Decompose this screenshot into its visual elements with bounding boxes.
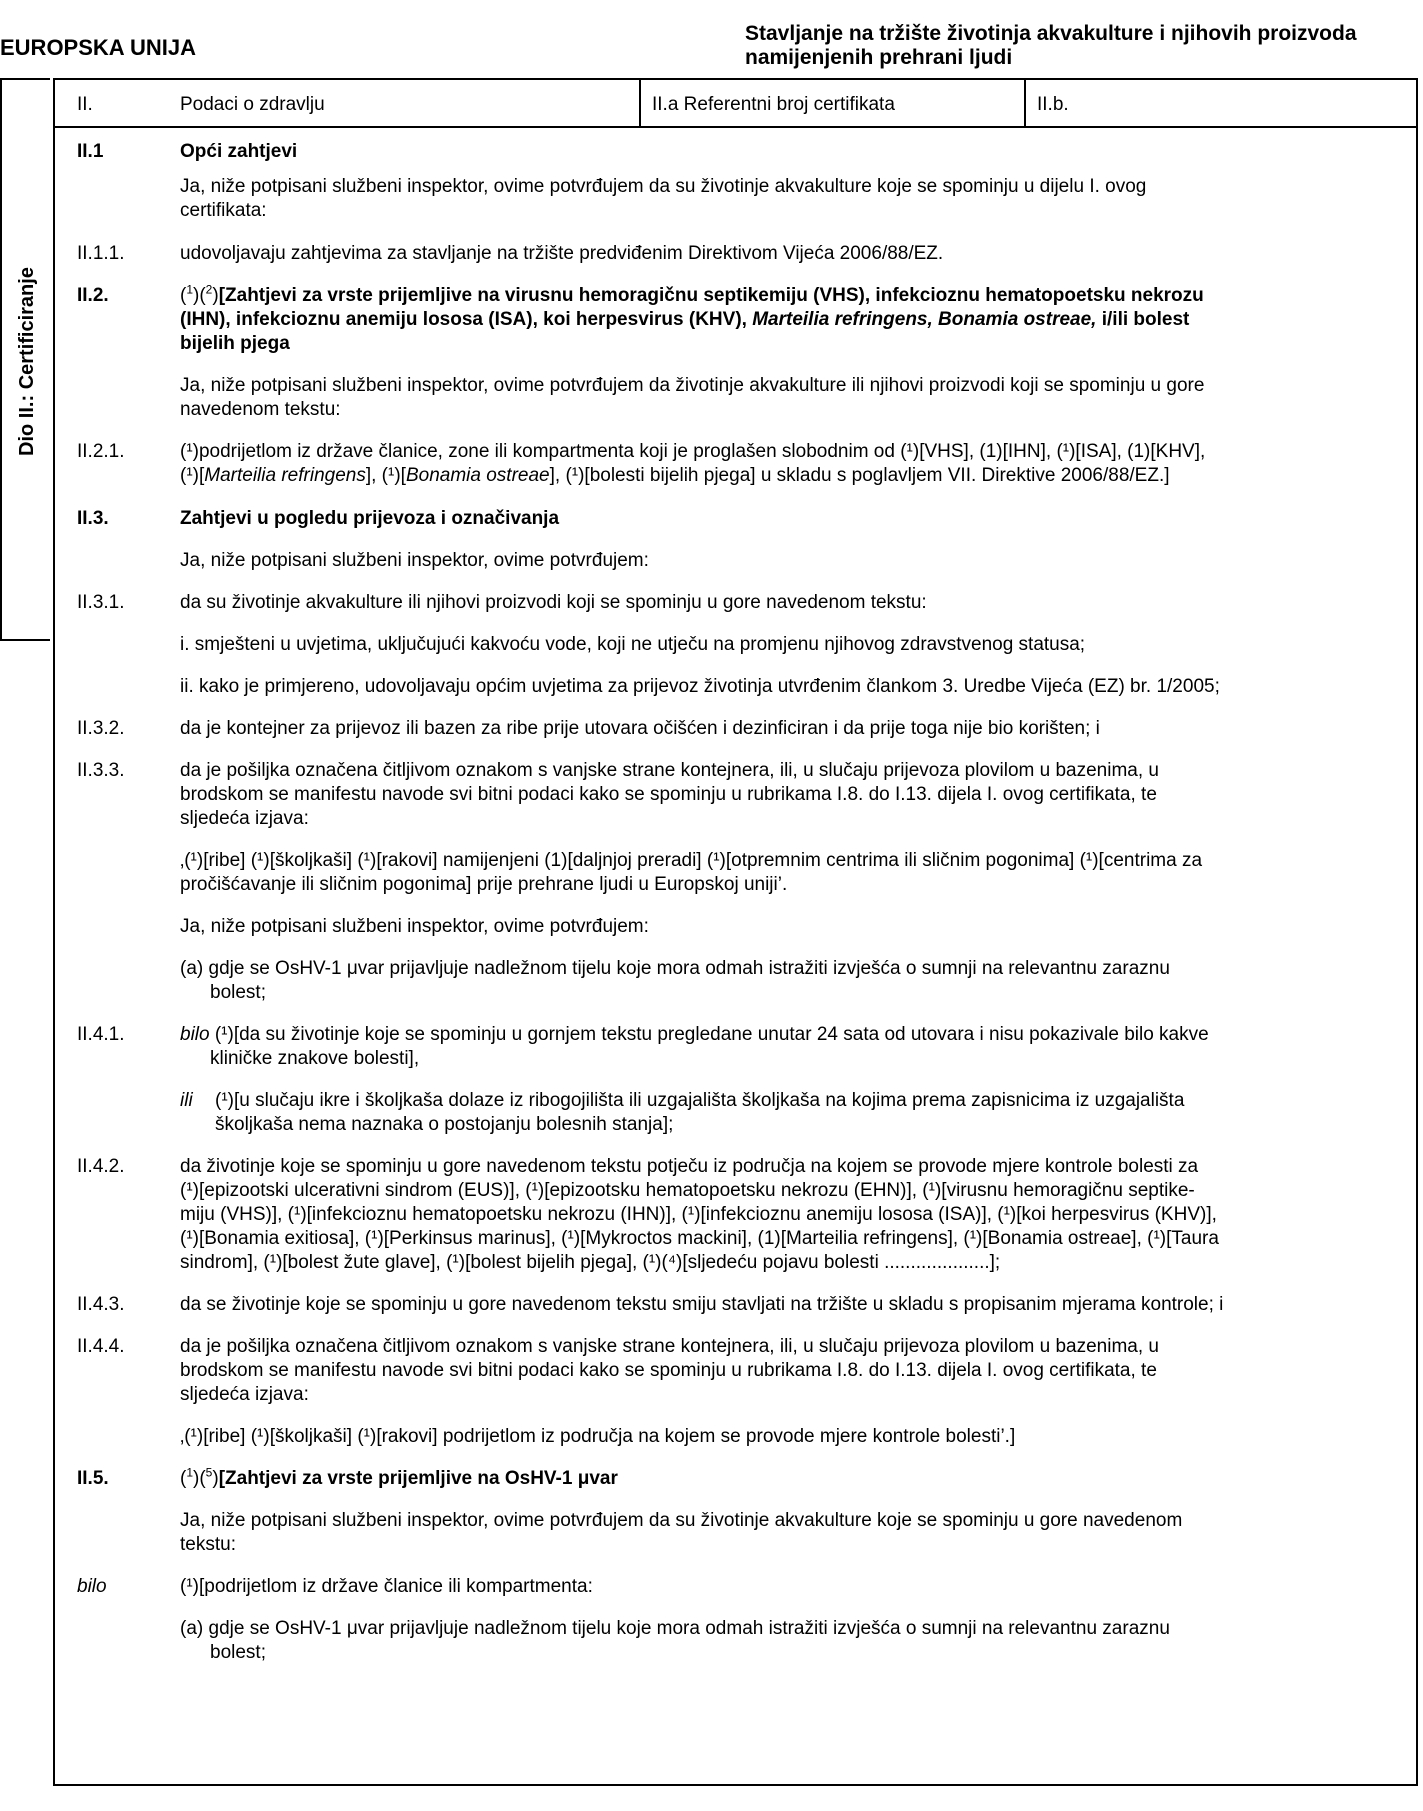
section-number: II.2.	[77, 285, 109, 306]
text-line: bijelih pjega	[180, 333, 290, 354]
text-line: kliničke znakove bolesti],	[210, 1048, 420, 1069]
text-line: brodskom se manifestu navode svi bitni podaci kako se spominju u rubrikama I.8. do I.13. dijela I. ovog certifikata, te	[180, 784, 1157, 805]
clause-number: II.3.1.	[77, 592, 125, 613]
clause-number: II.2.1.	[77, 441, 125, 462]
section-number: II.5.	[77, 1468, 109, 1489]
italic-word: bilo	[77, 1576, 107, 1597]
certificate-frame	[53, 78, 1418, 1786]
text-line: ‚(¹)[ribe] (¹)[školjkaši] (¹)[rakovi] podrijetlom iz područja na kojem se provode mjere kontrole bolesti’.]	[180, 1426, 1016, 1447]
text-part: (IHN), infekcioznu anemiju lososa (ISA), koi herpesvirus (KHV),	[180, 309, 753, 330]
clause-number: II.3.3.	[77, 760, 125, 781]
header-right-line-1: Stavljanje na tržište životinja akvakulture i njihovih proizvoda	[745, 22, 1357, 45]
text-line: Ja, niže potpisani službeni inspektor, ovime potvrđujem da životinje akvakulture ili njihovi proizvodi koji se spominju u gore	[180, 375, 1205, 396]
text-line: da se životinje koje se spominju u gore navedenom tekstu smiju stavljati na tržište u skladu s propisanim mjerama kontrole; i	[180, 1294, 1224, 1315]
title-text: [Zahtjevi za vrste prijemljive na virusnu hemoragičnu septikemiju (VHS), infekcioznu hematopoetsku nekrozu	[218, 285, 1204, 306]
text-line: i. smješteni u uvjetima, uključujući kakvoću vode, koji ne utječu na promjenu njihovog zdravstvenog statusa;	[180, 634, 1086, 655]
text-line: (¹)[epizootski ulcerativni sindrom (EUS)], (¹)[epizootsku hematopoetsku nekrozu (EHN)], (¹)[virusnu hemoragičnu septike-	[180, 1180, 1195, 1201]
text-line: sindrom], (¹)[bolest žute glave], (¹)[bolest bijelih pjega], (¹)(⁴)[sljedeću pojavu bolesti ....................];	[180, 1252, 1001, 1273]
footnote-ref: 5	[205, 1465, 213, 1480]
section-number: II.3.	[77, 508, 109, 529]
text-line: ii. kako je primjereno, udovoljavaju općim uvjetima za prijevoz životinja utvrđenim člankom 3. Uredbe Vijeća (EZ) br. 1/2005;	[180, 676, 1220, 697]
text-part: ], (¹)[bolesti bijelih pjega] u skladu s poglavljem VII. Direktive 2006/88/EZ.]	[549, 465, 1170, 486]
text-line: (a) gdje se OsHV-1 μvar prijavljuje nadležnom tijelu koje mora odmah istražiti izvješća o sumnji na relevantnu zaraznu	[180, 1618, 1170, 1639]
clause-number: II.4.1.	[77, 1024, 125, 1045]
text-line: ‚(¹)[ribe] (¹)[školjkaši] (¹)[rakovi] namijenjeni (1)[daljnjoj preradi] (¹)[otpremnim centrima ili sličnim pogonima] (¹)[centrima za	[180, 850, 1203, 871]
text-line: da je pošiljka označena čitljivom oznakom s vanjske strane kontejnera, ili, u slučaju prijevoza plovilom u bazenima, u	[180, 760, 1159, 781]
text-part: (¹)[	[180, 465, 205, 486]
text-line: (¹)[u slučaju ikre i školjkaša dolaze iz ribogojilišta ili uzgajališta školjkaša na kojima prema zapisnicima iz uzgajališta	[215, 1090, 1185, 1111]
text-line: da su životinje akvakulture ili njihovi proizvodi koji se spominju u gore navedenom tekstu:	[180, 592, 927, 613]
text-line	[180, 464, 1170, 488]
text-line: Ja, niže potpisani službeni inspektor, ovime potvrđujem da su životinje akvakulture koje se spominju u gore navedenom	[180, 1510, 1183, 1531]
text-part: ], (¹)[	[365, 465, 406, 486]
text-line: (¹)[Bonamia exitiosa], (¹)[Perkinsus marinus], (¹)[Mykroctos mackini], (1)[Marteilia refringens], (¹)[Bonamia ostreae], (¹)[Taura	[180, 1228, 1219, 1249]
table-cell-section: II.	[77, 94, 93, 115]
text-line: tekstu:	[180, 1534, 236, 1555]
text-part: i/ili bolest	[1096, 309, 1190, 330]
text-line: pročišćavanje ili sličnim pogonima] prije prehrane ljudi u Europskoj uniji’.	[180, 874, 788, 895]
text-line: (¹)[podrijetlom iz države članice ili kompartmenta:	[180, 1576, 593, 1597]
section-title: Opći zahtjevi	[180, 141, 298, 162]
text-line	[180, 308, 1189, 332]
text-line: da je kontejner za prijevoz ili bazen za ribe prije utovara očišćen i dezinficiran i da prije toga nije bio korišten; i	[180, 718, 1100, 739]
title-text: [Zahtjevi za vrste prijemljive na OsHV-1 μvar	[218, 1468, 618, 1489]
header-table-row	[55, 80, 1416, 128]
text-line: bolest;	[210, 982, 266, 1003]
text-line	[180, 1023, 1209, 1047]
clause-number: II.4.3.	[77, 1294, 125, 1315]
table-divider	[639, 80, 641, 126]
section-title: ($^1$)($^2$)[Zahtjevi za vrste prijemljive na virusnu hemoragičnu septikemiju (VHS), infekcioznu hematopoetsku nekrozu	[180, 282, 1204, 306]
table-cell-iib: II.b.	[1037, 94, 1069, 115]
text-line: sljedeća izjava:	[180, 1384, 309, 1405]
text-line: sljedeća izjava:	[180, 808, 309, 829]
table-cell-health-data: Podaci o zdravlju	[180, 94, 325, 115]
text-line: da je pošiljka označena čitljivom oznakom s vanjske strane kontejnera, ili, u slučaju prijevoza plovilom u bazenima, u	[180, 1336, 1159, 1357]
text-line: (¹)podrijetlom iz države članice, zone ili kompartmenta koji je proglašen slobodnim od (¹)[VHS], (1)[IHN], (¹)[ISA], (1)[KHV],	[180, 441, 1206, 462]
section-title: Zahtjevi u pogledu prijevoza i označivanja	[180, 508, 560, 529]
clause-number: II.4.2.	[77, 1156, 125, 1177]
text-line: brodskom se manifestu navode svi bitni podaci kako se spominju u rubrikama I.8. do I.13. dijela I. ovog certifikata, te	[180, 1360, 1157, 1381]
section-number: II.1	[77, 141, 104, 162]
text-line: (a) gdje se OsHV-1 μvar prijavljuje nadležnom tijelu koje mora odmah istražiti izvješća o sumnji na relevantnu zaraznu	[180, 958, 1170, 979]
text-line: školjkaša nema naznaka o postojanju bolesnih stanja];	[215, 1114, 674, 1135]
italic-species: Marteilia refringens, Bonamia ostreae,	[752, 309, 1097, 330]
text-line: certifikata:	[180, 200, 267, 221]
sidebar-box	[0, 78, 50, 641]
text-line: navedenom tekstu:	[180, 399, 341, 420]
clause-number: II.4.4.	[77, 1336, 125, 1357]
text-line: Ja, niže potpisani službeni inspektor, ovime potvrđujem da su životinje akvakulture koje se spominju u dijelu I. ovog	[180, 176, 1147, 197]
italic-word: bilo	[180, 1024, 210, 1045]
text-line: miju (VHS)], (¹)[infekcioznu hematopoetsku nekrozu (IHN)], (¹)[infekcioznu anemiju lososa (ISA)], (¹)[koi herpesvirus (KHV)],	[180, 1204, 1217, 1225]
footnote-ref: 1	[186, 1465, 194, 1480]
footnote-ref: 1	[186, 282, 194, 297]
clause-number: II.1.1.	[77, 243, 125, 264]
header-right-title	[745, 22, 1420, 70]
text-part: (¹)[da su životinje koje se spominju u gornjem tekstu pregledane unutar 24 sata od utovara i nisu pokazivale bilo kakve	[209, 1024, 1209, 1045]
header-left-title: EUROPSKA UNIJA	[0, 35, 196, 60]
table-cell-reference-number: II.a Referentni broj certifikata	[652, 94, 895, 115]
text-line: da životinje koje se spominju u gore navedenom tekstu potječu iz područja na kojem se provode mjere kontrole bolesti za	[180, 1156, 1199, 1177]
text-line: Ja, niže potpisani službeni inspektor, ovime potvrđujem:	[180, 550, 649, 571]
section-title: ($^1$)($^5$)[Zahtjevi za vrste prijemljive na OsHV-1 μvar	[180, 1465, 618, 1489]
italic-species: Marteilia refringens	[204, 465, 366, 486]
italic-word: ili	[180, 1090, 193, 1111]
table-divider	[1024, 80, 1026, 126]
text-line: Ja, niže potpisani službeni inspektor, ovime potvrđujem:	[180, 916, 649, 937]
text-line: udovoljavaju zahtjevima za stavljanje na tržište predviđenim Direktivom Vijeća 2006/88/EZ.	[180, 243, 944, 264]
sidebar-label: Dio II.: Certificiranje	[15, 267, 38, 456]
italic-species: Bonamia ostreae	[405, 465, 550, 486]
sidebar-label-wrap	[2, 80, 52, 643]
clause-number: II.3.2.	[77, 718, 125, 739]
footnote-ref: 2	[205, 282, 213, 297]
header-right-line-2: namijenjenih prehrani ljudi	[745, 46, 1013, 69]
text-line: bolest;	[210, 1642, 266, 1663]
